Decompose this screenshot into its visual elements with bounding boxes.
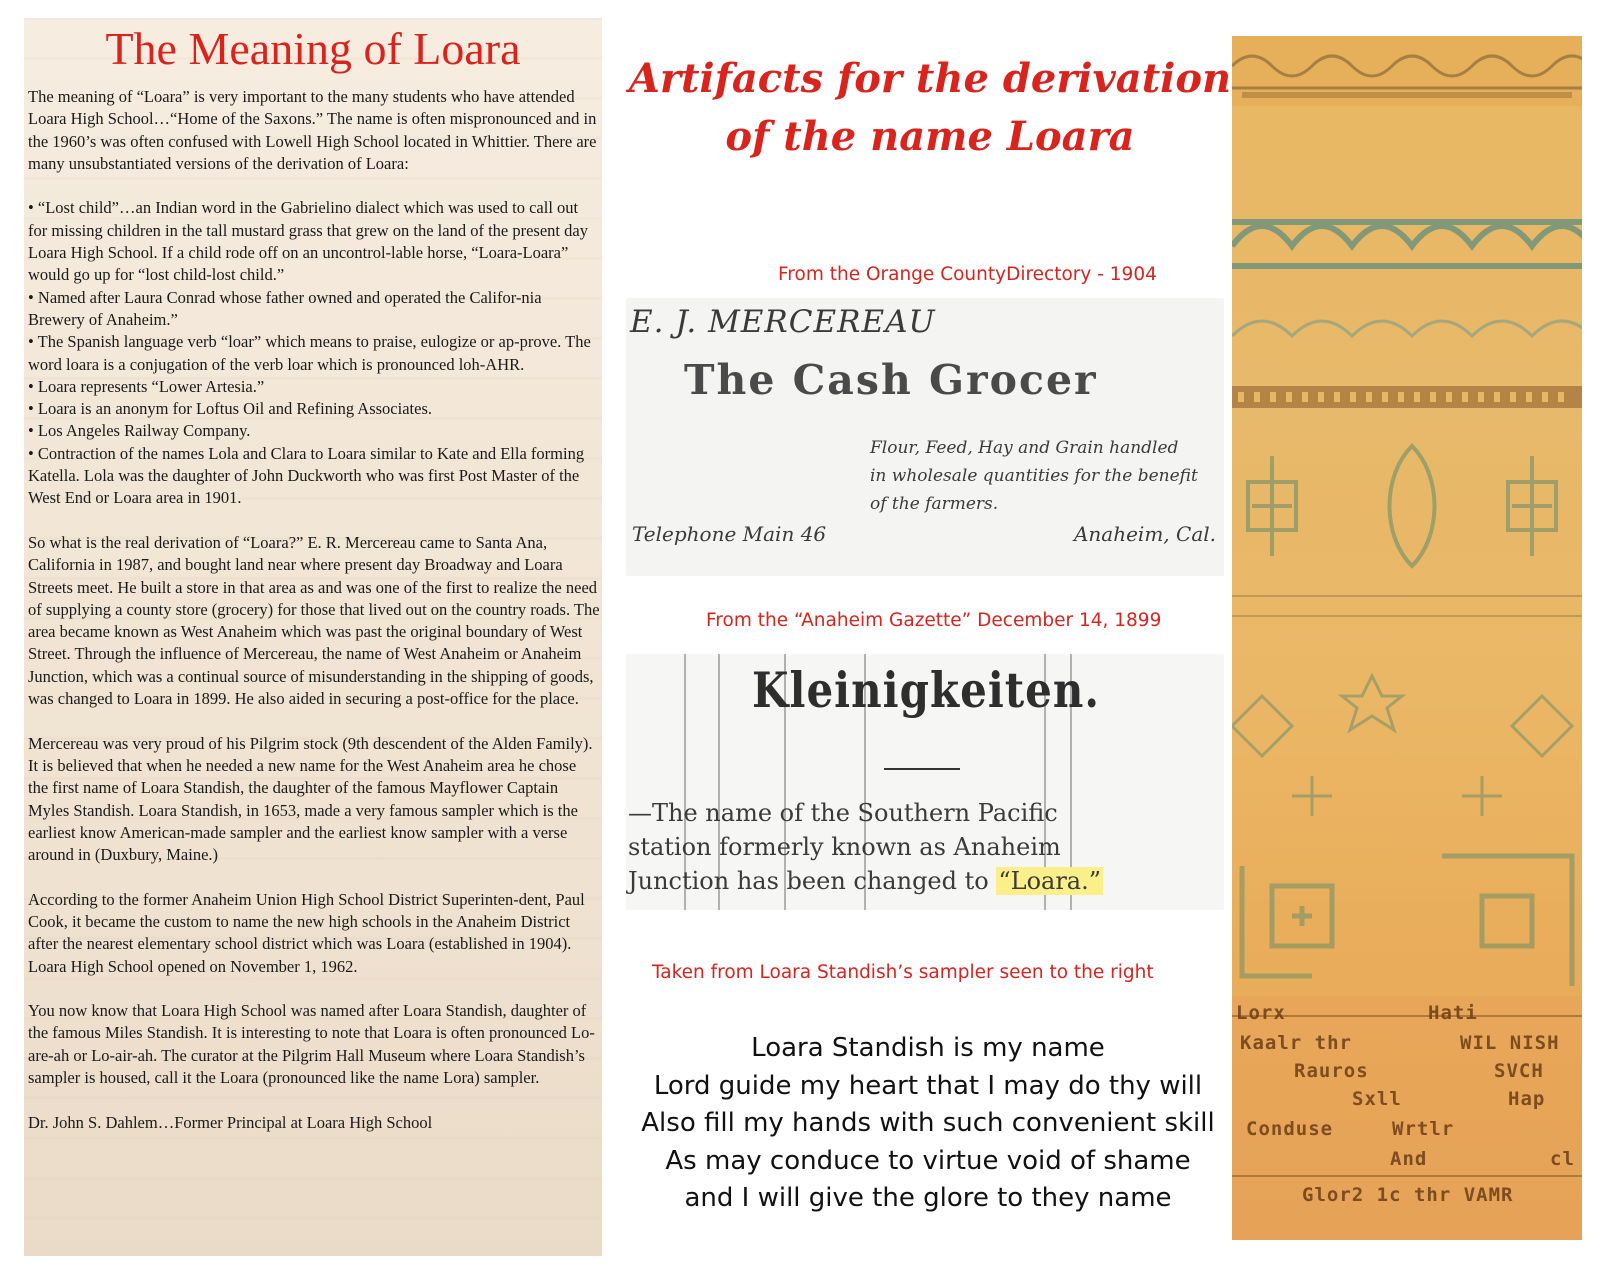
article-paragraph: So what is the real derivation of “Loara?” E. R. Mercereau came to Santa Ana, California in 1987, and bought land near where present day Broadway and Loara Streets meet. He built a store in that area as and was one of the first to realize the need of supplying a county store (grocery) for those that lived out on the country roads. The area became known as West Anaheim which was past the original boundary of West Street. Through the influence of Mercereau, the name of West Anaheim or Anaheim Junction, which was a continual source of misunderstanding in the shipping of goods, was changed to Loara in 1899. He also aided in securing a post-office for the place. (28, 532, 600, 709)
verse-line: Also fill my hands with such convenient skill (641, 1108, 1215, 1138)
sampler-lettering: Kaalr thr (1240, 1032, 1352, 1054)
clip-telephone: Telephone Main 46 (632, 522, 827, 546)
clip-business-name: The Cash Grocer (684, 356, 1098, 404)
sampler-lettering: Conduse (1246, 1118, 1334, 1140)
bullet-item: • Loara is an anonym for Loftus Oil and Refining Associates. (28, 398, 600, 420)
verse-line: Loara Standish is my name (751, 1033, 1105, 1063)
article-paragraph: According to the former Anaheim Union High School District Superinten-dent, Paul Cook, it became the custom to name the new high schools in the Anaheim District after the nearest elementary school district which was Loara (established in 1904). Loara High School opened on November 1, 1962. (28, 889, 585, 976)
clip-desc-line: of the farmers. (870, 494, 999, 514)
bullet-item: • Loara represents “Lower Artesia.” (28, 376, 600, 398)
gazette-line: —The name of the Southern Pacific (628, 799, 1058, 827)
clip-desc-line: in wholesale quantities for the benefit (870, 466, 1198, 486)
article-signature: Dr. John S. Dahlem…Former Principal at Loara High School (28, 1112, 433, 1132)
sampler-lettering: cl (1550, 1148, 1575, 1170)
gazette-line: Junction has been changed to (628, 867, 989, 895)
article-panel (24, 18, 602, 1256)
sampler-lettering: Glor2 1c thr VAMR (1302, 1184, 1514, 1206)
clip-description (870, 434, 1198, 518)
gazette-divider (884, 768, 960, 770)
directory-clipping (626, 298, 1224, 576)
sampler-lettering: WIL NISH (1460, 1032, 1560, 1054)
gazette-text (628, 796, 1103, 898)
verse-line: and I will give the glore to they name (684, 1183, 1172, 1213)
sampler-lettering: Lorx (1236, 1002, 1286, 1024)
caption-directory: From the Orange CountyDirectory - 1904 (778, 264, 1157, 285)
sampler-verse (628, 1030, 1228, 1218)
sampler-lettering: Hati (1428, 1002, 1478, 1024)
article-title: The Meaning of Loara (105, 23, 521, 74)
verse-line: Lord guide my heart that I may do thy will (653, 1070, 1203, 1101)
sampler-image (1232, 36, 1582, 1240)
gazette-heading: Kleinigkeiten. (752, 662, 1101, 719)
artifacts-title (620, 50, 1240, 166)
caption-gazette: From the “Anaheim Gazette” December 14, 1899 (706, 610, 1162, 631)
gazette-clipping (626, 654, 1224, 910)
clip-city: Anaheim, Cal. (1073, 522, 1216, 546)
sampler-lettering: Rauros (1294, 1060, 1369, 1082)
sampler-lettering: Sxll (1352, 1088, 1402, 1110)
bullet-item: • Los Angeles Railway Company. (28, 420, 600, 442)
sampler-lettering: Hap (1508, 1088, 1546, 1110)
bullet-item: • Named after Laura Conrad whose father owned and operated the Califor-nia Brewery of Anaheim.” (28, 287, 600, 332)
article-paragraph: Mercereau was very proud of his Pilgrim stock (9th descendent of the Alden Family). It is believed that when he needed a new name for the West Anaheim area he chose the first name of Loara Standish, the daughter of the famous Mayflower Captain Myles Standish. Loara Standish, in 1653, made a very famous sampler which is the earliest know American-made sampler and the earliest know sampler with a verse around in (Duxbury, Maine.) (28, 733, 593, 865)
article-paragraph: You now know that Loara High School was named after Loara Standish, daughter of the famous Miles Standish. It is interesting to note that Loara is often pronounced Lo-are-ah or Lo-air-ah. The curator at the Pilgrim Hall Museum where Loara Standish’s sampler is housed, call it the Loara (pronounced like the name Lora) sampler. (28, 1001, 595, 1088)
gazette-highlight: “Loara.” (998, 867, 1102, 895)
sampler-lettering: SVCH (1494, 1060, 1544, 1082)
bullet-item: • Contraction of the names Lola and Clara to Loara similar to Kate and Ella forming Katella. Lola was the daughter of John Duckworth who was first Post Master of the West End or Loara area in 1901. (28, 443, 600, 510)
clip-merchant-name: E. J. MERCEREAU (630, 304, 936, 340)
bullet-item: • “Lost child”…an Indian word in the Gabrielino dialect which was used to call out for missing children in the tall mustard grass that grew on the land of the present day Loara High School. If a child rode off on an uncontrol-lable horse, “Loara-Loara” would go up for “lost child-lost child.” (28, 197, 600, 286)
article-intro: The meaning of “Loara” is very important to the many students who have attended Loara High School…“Home of the Saxons.” The name is often mispronounced and in the 1960’s was often confused with Lowell High School located in Whittier. There are many unsubstantiated versions of the derivation of Loara: (28, 87, 597, 173)
artifacts-title-line1: Artifacts for the derivation (628, 55, 1232, 102)
clip-desc-line: Flour, Feed, Hay and Grain handled (870, 438, 1179, 458)
artifacts-title-line2: of the name Loara (725, 113, 1135, 160)
sampler-lettering: Wrtlr (1392, 1118, 1455, 1140)
sampler-lettering: And (1390, 1148, 1428, 1170)
gazette-line: station formerly known as Anaheim (628, 833, 1061, 861)
article-body (28, 86, 600, 1134)
bullet-item: • The Spanish language verb “loar” which means to praise, eulogize or ap-prove. The word loara is a conjugation of the verb loar which is pronounced loh-AHR. (28, 331, 600, 376)
caption-sampler: Taken from Loara Standish’s sampler seen to the right (652, 962, 1154, 983)
verse-line: As may conduce to virtue void of shame (665, 1145, 1191, 1176)
